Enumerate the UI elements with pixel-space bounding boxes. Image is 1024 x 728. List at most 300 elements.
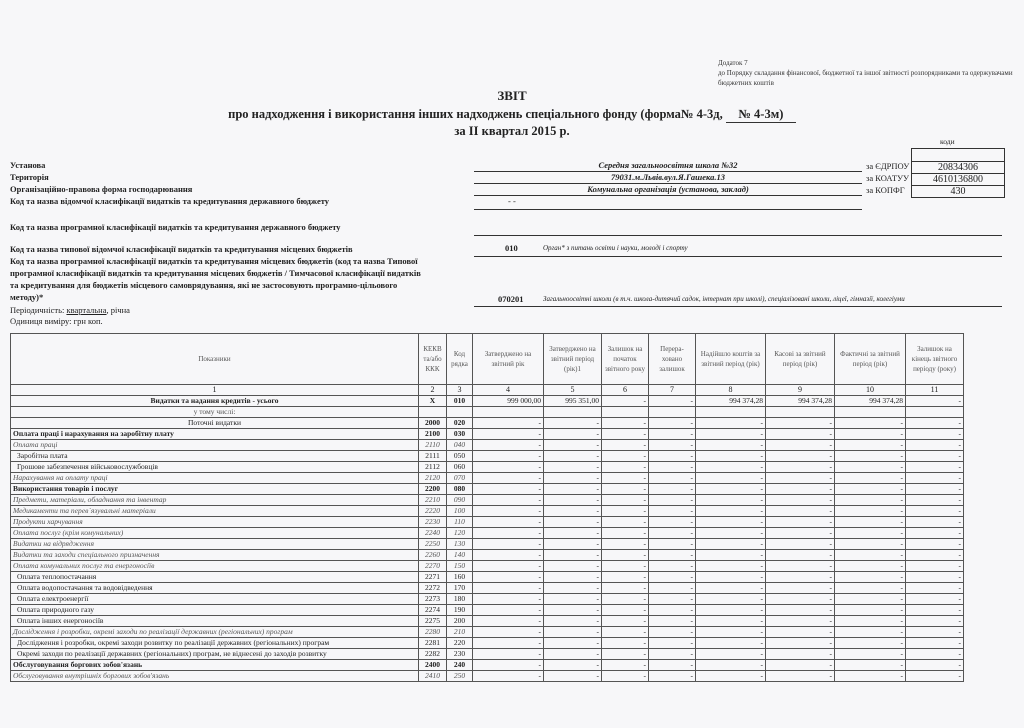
- table-row: [11, 473, 964, 484]
- prog-local-label-1: Код та назва програмної класифікації видатків та кредитування місцевих бюджетів (код та назва Типової: [10, 256, 418, 266]
- row-value: -: [473, 429, 544, 440]
- row-value: -: [602, 539, 649, 550]
- row-indicator-name: Оплата природного газу: [11, 605, 419, 616]
- row-value: -: [906, 506, 964, 517]
- row-value: -: [835, 528, 906, 539]
- row-value: -: [473, 572, 544, 583]
- row-value: -: [602, 528, 649, 539]
- row-indicator-name: Дослідження і розробки, окремі заходи по реалізації державних (регіональних) програм: [11, 627, 419, 638]
- row-code: 250: [447, 671, 473, 682]
- row-kekv: 2230: [419, 517, 447, 528]
- table-row: [11, 407, 964, 418]
- row-value: -: [602, 583, 649, 594]
- table-header-row: [11, 334, 964, 385]
- row-value: -: [696, 627, 766, 638]
- row-value: -: [766, 660, 835, 671]
- row-indicator-name: Оплата праці і нарахування на заробітну плату: [11, 429, 419, 440]
- row-code: 050: [447, 451, 473, 462]
- row-value: -: [473, 594, 544, 605]
- row-value: -: [544, 594, 602, 605]
- row-value: -: [906, 440, 964, 451]
- row-value: -: [473, 462, 544, 473]
- row-value: -: [544, 616, 602, 627]
- col-index: 5: [544, 385, 602, 396]
- row-value: -: [544, 561, 602, 572]
- table-row: [11, 594, 964, 605]
- col-header: Залишок на початок звітного року: [602, 334, 649, 385]
- row-value: -: [473, 495, 544, 506]
- table-row: [11, 616, 964, 627]
- row-indicator-name: Оплата комунальних послуг та енергоносіїв: [11, 561, 419, 572]
- row-indicator-name: Оплата послуг (крім комунальних): [11, 528, 419, 539]
- row-value: -: [602, 616, 649, 627]
- row-value: -: [766, 484, 835, 495]
- row-value: -: [649, 638, 696, 649]
- col-index: 9: [766, 385, 835, 396]
- row-value: -: [649, 594, 696, 605]
- row-value: -: [473, 451, 544, 462]
- row-value: -: [473, 484, 544, 495]
- dept-state-label: Код та назва відомчої класифікації видатків та кредитування державного бюджету: [10, 196, 330, 206]
- row-value: -: [835, 484, 906, 495]
- row-value: -: [544, 451, 602, 462]
- col-index: 7: [649, 385, 696, 396]
- row-value: 994 374,28: [696, 396, 766, 407]
- legal-form-value: Комунальна організація (установа, заклад): [587, 184, 749, 194]
- row-value: -: [473, 528, 544, 539]
- row-value: -: [544, 638, 602, 649]
- territory-value: 79031.м.Львів.вул.Я.Гашека.13: [611, 172, 725, 182]
- row-code: 160: [447, 572, 473, 583]
- row-value: -: [602, 462, 649, 473]
- row-kekv: 2210: [419, 495, 447, 506]
- row-value: -: [544, 484, 602, 495]
- row-value: -: [544, 583, 602, 594]
- row-value: -: [602, 660, 649, 671]
- row-value: -: [473, 561, 544, 572]
- row-value: -: [649, 583, 696, 594]
- row-value: -: [544, 517, 602, 528]
- row-value: -: [906, 660, 964, 671]
- dept-local-name: Орган* з питань освіти і науки, молоді і спорту: [543, 244, 688, 252]
- table-row: [11, 649, 964, 660]
- column-index-row: [11, 385, 964, 396]
- table-row: [11, 418, 964, 429]
- row-value: -: [906, 473, 964, 484]
- row-code: 210: [447, 627, 473, 638]
- col-index: 8: [696, 385, 766, 396]
- row-code: 140: [447, 550, 473, 561]
- row-value: -: [835, 561, 906, 572]
- row-value: -: [696, 418, 766, 429]
- col-header: Затверджено на звітний період (рік)1: [544, 334, 602, 385]
- row-code: [447, 407, 473, 418]
- row-value: -: [544, 605, 602, 616]
- row-value: -: [906, 605, 964, 616]
- row-value: -: [602, 429, 649, 440]
- row-value: [906, 407, 964, 418]
- row-value: -: [602, 484, 649, 495]
- row-value: -: [906, 572, 964, 583]
- koatuu-code: 4610136800: [912, 173, 1004, 185]
- report-table: [10, 333, 964, 682]
- row-value: -: [835, 660, 906, 671]
- koatuu-label: за КОАТУУ: [866, 173, 910, 183]
- row-kekv: 2260: [419, 550, 447, 561]
- row-indicator-name: Грошове забезпечення військовослужбовців: [11, 462, 419, 473]
- row-value: -: [544, 506, 602, 517]
- row-value: -: [835, 517, 906, 528]
- row-value: -: [473, 671, 544, 682]
- col-header: Перера-ховано залишок: [649, 334, 696, 385]
- table-row: [11, 429, 964, 440]
- row-kekv: 2280: [419, 627, 447, 638]
- row-value: -: [602, 594, 649, 605]
- row-value: -: [906, 627, 964, 638]
- row-value: [473, 407, 544, 418]
- row-value: -: [766, 429, 835, 440]
- table-row: [11, 517, 964, 528]
- row-indicator-name: Заробітна плата: [11, 451, 419, 462]
- col-index: 11: [906, 385, 964, 396]
- row-kekv: 2273: [419, 594, 447, 605]
- row-value: -: [835, 616, 906, 627]
- prog-local-label-2: програмної класифікації видатків та кредитування місцевих бюджетів / Тимчасової класифікації видатків: [10, 268, 421, 278]
- row-value: -: [906, 495, 964, 506]
- row-value: -: [696, 440, 766, 451]
- table-row: [11, 572, 964, 583]
- col-index: 2: [419, 385, 447, 396]
- table-row: [11, 396, 964, 407]
- table-row: [11, 605, 964, 616]
- row-value: -: [696, 616, 766, 627]
- row-indicator-name: Окремі заходи по реалізації державних (регіональних) програм, не віднесені до заходів розвитку: [11, 649, 419, 660]
- row-value: -: [835, 671, 906, 682]
- row-value: -: [602, 440, 649, 451]
- table-row: [11, 561, 964, 572]
- table-row: [11, 462, 964, 473]
- row-kekv: 2111: [419, 451, 447, 462]
- row-value: -: [649, 484, 696, 495]
- row-kekv: X: [419, 396, 447, 407]
- row-kekv: 2275: [419, 616, 447, 627]
- codes-header: коди: [940, 137, 955, 146]
- row-value: -: [544, 627, 602, 638]
- row-value: -: [835, 627, 906, 638]
- row-value: -: [766, 561, 835, 572]
- row-code: 070: [447, 473, 473, 484]
- row-value: -: [766, 495, 835, 506]
- row-value: -: [649, 440, 696, 451]
- row-value: -: [835, 451, 906, 462]
- prog-local-name: Загальноосвітні школи (в т.ч. школа-дитячий садок, інтернат при школі), спеціалізовані школи, ліцеї, гімназії, колегіуми: [543, 295, 905, 303]
- row-code: 060: [447, 462, 473, 473]
- row-value: -: [602, 561, 649, 572]
- row-value: -: [696, 605, 766, 616]
- row-value: -: [473, 506, 544, 517]
- territory-label: Територія: [10, 172, 49, 182]
- row-kekv: 2250: [419, 539, 447, 550]
- row-value: -: [649, 418, 696, 429]
- row-value: -: [766, 462, 835, 473]
- table-row: [11, 638, 964, 649]
- col-header: Показники: [11, 334, 419, 385]
- row-value: -: [649, 561, 696, 572]
- row-value: -: [473, 660, 544, 671]
- row-indicator-name: Нарахування на оплату праці: [11, 473, 419, 484]
- unit-of-measure: Одиниця виміру: грн коп.: [10, 316, 103, 326]
- col-header: Залишок на кінець звітного періоду (року): [906, 334, 964, 385]
- row-value: -: [473, 638, 544, 649]
- row-value: -: [544, 418, 602, 429]
- row-value: -: [766, 616, 835, 627]
- row-value: -: [766, 550, 835, 561]
- row-value: -: [766, 440, 835, 451]
- row-code: 200: [447, 616, 473, 627]
- table-row: [11, 506, 964, 517]
- row-value: -: [602, 451, 649, 462]
- row-value: -: [473, 539, 544, 550]
- subtitle-form: № 4-3м): [726, 107, 796, 123]
- col-header: Фактичні за звітний період (рік): [835, 334, 906, 385]
- row-value: -: [766, 506, 835, 517]
- row-value: -: [696, 539, 766, 550]
- table-row: [11, 583, 964, 594]
- row-indicator-name: у тому числі:: [11, 407, 419, 418]
- row-value: -: [696, 671, 766, 682]
- row-value: -: [906, 451, 964, 462]
- row-value: -: [602, 517, 649, 528]
- report-period: за II квартал 2015 р.: [454, 124, 570, 138]
- periodicity-label: Періодичність:: [10, 305, 65, 315]
- row-value: -: [649, 495, 696, 506]
- row-kekv: 2000: [419, 418, 447, 429]
- row-value: 995 351,00: [544, 396, 602, 407]
- row-value: -: [906, 539, 964, 550]
- row-value: -: [649, 627, 696, 638]
- row-value: -: [906, 583, 964, 594]
- row-value: -: [906, 429, 964, 440]
- appendix-note: [718, 58, 1018, 88]
- row-value: -: [696, 517, 766, 528]
- table-row: [11, 484, 964, 495]
- row-indicator-name: Оплата електроенергії: [11, 594, 419, 605]
- row-value: -: [544, 462, 602, 473]
- row-value: -: [835, 550, 906, 561]
- row-value: -: [835, 506, 906, 517]
- row-code: 170: [447, 583, 473, 594]
- row-code: 190: [447, 605, 473, 616]
- row-value: -: [602, 396, 649, 407]
- row-value: -: [766, 605, 835, 616]
- row-value: -: [766, 649, 835, 660]
- appendix-line-1: Додаток 7: [718, 59, 748, 67]
- row-value: -: [906, 517, 964, 528]
- row-value: -: [766, 473, 835, 484]
- row-value: -: [649, 462, 696, 473]
- row-value: -: [835, 605, 906, 616]
- row-value: -: [602, 550, 649, 561]
- row-value: -: [602, 506, 649, 517]
- row-value: -: [649, 451, 696, 462]
- row-indicator-name: Видатки та надання кредитів - усього: [11, 396, 419, 407]
- row-value: -: [544, 572, 602, 583]
- row-value: -: [696, 660, 766, 671]
- row-code: 100: [447, 506, 473, 517]
- row-code: 150: [447, 561, 473, 572]
- row-value: -: [766, 594, 835, 605]
- row-value: -: [649, 506, 696, 517]
- row-value: -: [544, 429, 602, 440]
- row-value: -: [906, 418, 964, 429]
- col-header: Надійшло коштів за звітний період (рік): [696, 334, 766, 385]
- row-indicator-name: Оплата праці: [11, 440, 419, 451]
- row-kekv: 2120: [419, 473, 447, 484]
- row-kekv: 2112: [419, 462, 447, 473]
- report-subtitle: [0, 107, 1024, 123]
- row-code: 130: [447, 539, 473, 550]
- row-value: -: [649, 550, 696, 561]
- row-value: -: [473, 473, 544, 484]
- row-value: -: [649, 396, 696, 407]
- row-value: -: [544, 473, 602, 484]
- row-value: -: [649, 473, 696, 484]
- row-value: -: [696, 462, 766, 473]
- row-value: -: [906, 396, 964, 407]
- table-row: [11, 495, 964, 506]
- row-kekv: [419, 407, 447, 418]
- row-value: -: [766, 539, 835, 550]
- row-value: -: [544, 671, 602, 682]
- row-value: -: [544, 550, 602, 561]
- table-row: [11, 627, 964, 638]
- row-code: 080: [447, 484, 473, 495]
- col-index: 4: [473, 385, 544, 396]
- row-indicator-name: Продукти харчування: [11, 517, 419, 528]
- row-value: -: [835, 572, 906, 583]
- row-value: -: [766, 528, 835, 539]
- row-value: -: [473, 583, 544, 594]
- row-value: -: [835, 583, 906, 594]
- row-value: -: [473, 440, 544, 451]
- col-index: 6: [602, 385, 649, 396]
- row-value: -: [696, 484, 766, 495]
- row-value: -: [835, 473, 906, 484]
- row-value: -: [602, 473, 649, 484]
- row-value: -: [835, 462, 906, 473]
- row-value: -: [602, 627, 649, 638]
- row-value: -: [835, 594, 906, 605]
- row-value: -: [473, 550, 544, 561]
- row-code: 240: [447, 660, 473, 671]
- row-indicator-name: Предмети, матеріали, обладнання та інвентар: [11, 495, 419, 506]
- table-row: [11, 528, 964, 539]
- row-value: -: [766, 418, 835, 429]
- row-code: 010: [447, 396, 473, 407]
- row-indicator-name: Медикаменти та перев`язувальні матеріали: [11, 506, 419, 517]
- row-value: -: [835, 638, 906, 649]
- row-code: 180: [447, 594, 473, 605]
- legal-form-label: Організаційно-правова форма господарювання: [10, 184, 193, 194]
- row-value: -: [544, 539, 602, 550]
- subtitle-text: про надходження і використання інших надходжень спеціального фонду (форма№ 4-3д,: [228, 107, 723, 121]
- col-index: 10: [835, 385, 906, 396]
- edrpou-label: за ЄДРПОУ: [866, 161, 910, 171]
- row-kekv: 2282: [419, 649, 447, 660]
- row-value: -: [835, 418, 906, 429]
- row-kekv: 2270: [419, 561, 447, 572]
- row-value: -: [473, 627, 544, 638]
- row-value: -: [473, 418, 544, 429]
- row-indicator-name: Оплата теплопостачання: [11, 572, 419, 583]
- row-value: 994 374,28: [835, 396, 906, 407]
- prog-local-code: 070201: [498, 294, 524, 304]
- row-indicator-name: Обслуговування боргових зобов'язань: [11, 660, 419, 671]
- row-value: -: [906, 638, 964, 649]
- row-value: -: [602, 572, 649, 583]
- row-value: -: [696, 550, 766, 561]
- row-value: -: [696, 594, 766, 605]
- row-value: [766, 407, 835, 418]
- row-value: -: [766, 627, 835, 638]
- report-title: ЗВІТ: [497, 88, 527, 103]
- institution-value: Середня загальноосвітня школа №32: [598, 160, 738, 170]
- row-value: -: [544, 649, 602, 660]
- row-value: -: [766, 572, 835, 583]
- row-kekv: 2271: [419, 572, 447, 583]
- row-value: -: [602, 605, 649, 616]
- table-row: [11, 671, 964, 682]
- row-value: -: [649, 616, 696, 627]
- row-value: -: [766, 671, 835, 682]
- prog-state-label: Код та назва програмної класифікації видатків та кредитування державного бюджету: [10, 222, 341, 232]
- row-value: -: [766, 583, 835, 594]
- row-value: -: [835, 539, 906, 550]
- prog-local-label-3: та кредитування для бюджетів місцевого самоврядування, які не застосовують програмно-цільового: [10, 280, 398, 290]
- row-kekv: 2410: [419, 671, 447, 682]
- row-value: [602, 407, 649, 418]
- row-kekv: 2220: [419, 506, 447, 517]
- kopfg-label: за КОПФГ: [866, 185, 905, 195]
- col-header: Затверджено на звітний рік: [473, 334, 544, 385]
- row-value: -: [649, 429, 696, 440]
- row-value: -: [696, 572, 766, 583]
- row-value: -: [906, 550, 964, 561]
- row-code: 230: [447, 649, 473, 660]
- row-value: -: [602, 638, 649, 649]
- row-kekv: 2274: [419, 605, 447, 616]
- row-value: -: [649, 605, 696, 616]
- row-value: -: [473, 649, 544, 660]
- row-value: -: [473, 517, 544, 528]
- row-kekv: 2281: [419, 638, 447, 649]
- row-value: [649, 407, 696, 418]
- row-indicator-name: Оплата водопостачання та водовідведення: [11, 583, 419, 594]
- row-value: -: [696, 451, 766, 462]
- row-value: -: [696, 429, 766, 440]
- row-value: -: [766, 451, 835, 462]
- row-value: -: [602, 649, 649, 660]
- dept-local-label: Код та назва типової відомчої класифікації видатків та кредитування місцевих бюджетів: [10, 244, 353, 254]
- row-kekv: 2240: [419, 528, 447, 539]
- row-value: -: [696, 583, 766, 594]
- row-value: -: [835, 495, 906, 506]
- row-value: -: [835, 649, 906, 660]
- row-code: 020: [447, 418, 473, 429]
- row-value: 994 374,28: [766, 396, 835, 407]
- row-indicator-name: Поточні видатки: [11, 418, 419, 429]
- col-header: КЕКВ та/або ККК: [419, 334, 447, 385]
